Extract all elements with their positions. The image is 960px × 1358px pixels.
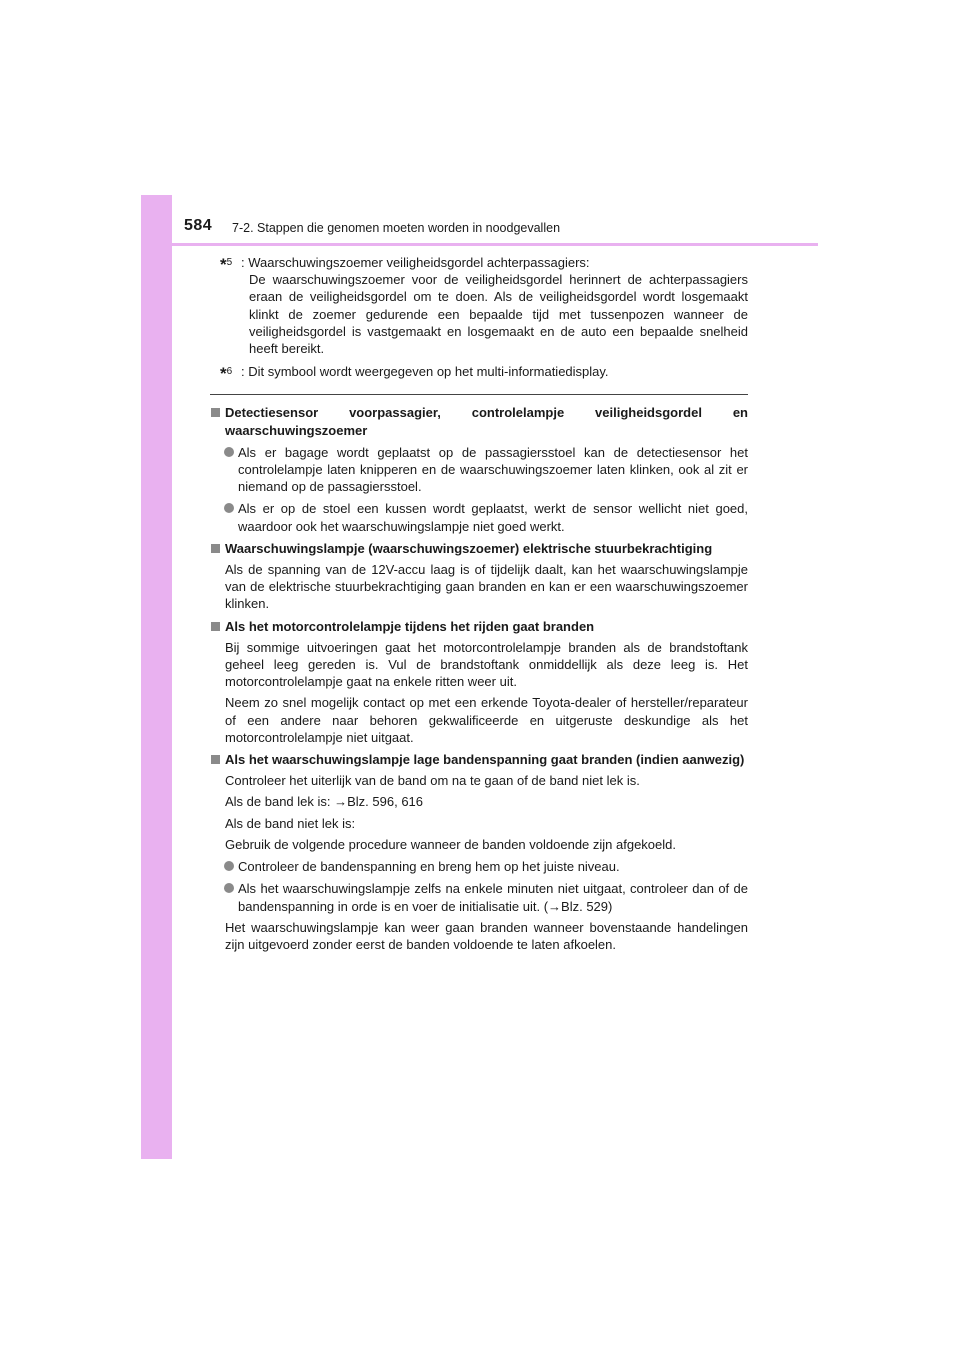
section-heading xyxy=(210,751,748,768)
section-heading-text: Als het motorcontrolelampje tijdens het rijden gaat branden xyxy=(225,618,595,634)
section-heading-text: Als het waarschuwingslampje lage bandenspanning gaat branden (indien aanwezig) xyxy=(225,752,745,768)
paragraph: Als de spanning van de 12V-accu laag is of tijdelijk daalt, kan het waarschuwingslampje van de elektrische stuurbekrachtiging gaan branden en kan er een waarschuwingszoemer klinken. xyxy=(225,562,748,612)
bullet-item xyxy=(210,444,748,496)
section-heading-text: Waarschuwingslampje (waarschuwingszoemer) elektrische stuurbekrachtiging xyxy=(225,540,713,556)
paragraph: Gebruik de volgende procedure wanneer de banden voldoende zijn afgekoeld. xyxy=(225,836,676,852)
section-heading xyxy=(210,618,748,635)
paragraph: Bij sommige uitvoeringen gaat het motorcontrolelampje branden als de brandstoftank geheel leeg gereden is. Vul de brandstoftank onmiddellijk als deze leeg is. Het motorcontrolelampje gaat na enkele ritten weer uit. xyxy=(225,639,748,690)
page-number: 584 xyxy=(184,217,213,234)
bullet-text: Als er op de stoel een kussen wordt geplaatst, werkt de sensor wellicht niet goed, waardoor ook het waarschuwingslampje niet goed werkt. xyxy=(238,501,748,534)
sections xyxy=(210,404,748,953)
section-heading-text: Detectiesensor voorpassagier, controlelampje veiligheidsgordel en waarschuwingszoemer xyxy=(225,405,748,438)
paragraph: Het waarschuwingslampje kan weer gaan branden wanneer bovenstaande handelingen zijn uitgevoerd zonder eerst de banden voldoende te laten afkoelen. xyxy=(225,919,748,952)
circle-bullet-icon xyxy=(224,503,234,513)
footnote-title: : Dit symbool wordt weergegeven op het multi-informatiedisplay. xyxy=(241,364,609,380)
paragraph: Als de band niet lek is: xyxy=(225,815,356,831)
bullet-text: Als er bagage wordt geplaatst op de passagiersstoel kan de detectiesensor het controlelampje laten knipperen en de waarschuwingszoemer laten klinken, ook al zit er niemand op de passagiersstoel. xyxy=(238,444,748,495)
page-content xyxy=(210,254,748,953)
circle-bullet-icon xyxy=(224,883,234,893)
square-bullet-icon xyxy=(211,408,220,417)
footnote-star: * xyxy=(220,255,227,274)
circle-bullet-icon xyxy=(224,447,234,457)
circle-bullet-icon xyxy=(224,861,234,871)
footnote-star: * xyxy=(220,364,227,384)
paragraph: Als de band lek is: →Blz. 596, 616 xyxy=(225,794,424,810)
square-bullet-icon xyxy=(211,544,220,553)
section-title: 7-2. Stappen die genomen moeten worden in noodgevallen xyxy=(232,221,561,235)
footnote-6 xyxy=(210,363,748,384)
paragraph: Neem zo snel mogelijk contact op met een erkende Toyota-dealer of hersteller/reparateur of een andere naar behoren gekwalificeerde en uitgeruste deskundige als het motorcontrolelampje niet uitgaat. xyxy=(225,695,748,745)
bullet-item xyxy=(210,858,748,875)
bullet-text: Als het waarschuwingslampje zelfs na enkele minuten niet uitgaat, controleer dan of de bandenspanning in orde is en voer de initialisatie uit. (→Blz. 529) xyxy=(238,881,748,914)
footnote-number: 5 xyxy=(226,257,233,268)
footnote-title: : Waarschuwingszoemer veiligheidsgordel achterpassagiers: xyxy=(241,255,590,270)
bullet-item xyxy=(210,880,748,914)
bullet-item xyxy=(210,500,748,534)
bullet-text: Controleer de bandenspanning en breng hem op het juiste niveau. xyxy=(238,859,620,875)
square-bullet-icon xyxy=(211,622,220,631)
footnote-5 xyxy=(210,254,748,357)
header-rule xyxy=(172,243,818,246)
footnote-text: De waarschuwingszoemer voor de veiligheidsgordel herinnert de achterpassagiers eraan de veiligheidsgordel om te doen. Als de veiligheidsgordel wordt losgemaakt klinkt de zoemer gedurende een bepaalde tijd met tussenpozen wanneer de veiligheidsgordel is vastgemaakt en losgemaakt en de auto een bepaalde snelheid heeft bereikt. xyxy=(249,272,748,357)
footnote-number: 6 xyxy=(226,366,233,378)
section-heading xyxy=(210,404,748,438)
section-heading xyxy=(210,540,748,557)
section-divider xyxy=(210,394,748,395)
paragraph: Controleer het uiterlijk van de band om na te gaan of de band niet lek is. xyxy=(225,773,640,789)
square-bullet-icon xyxy=(211,755,220,764)
chapter-side-tab xyxy=(141,195,172,1159)
